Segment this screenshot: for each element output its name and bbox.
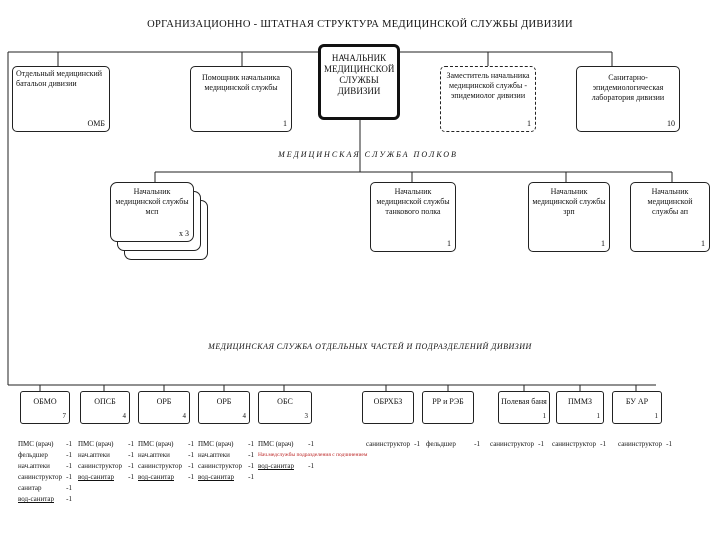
- unit-count: 1: [596, 412, 600, 420]
- unit-name: РР и РЭБ: [432, 397, 464, 406]
- regiment-box-label: Начальник медицинской службы танкового полка: [376, 187, 450, 216]
- staff-row: [18, 439, 72, 450]
- regiment-box-label: Начальник медицинской службы мсп: [115, 187, 189, 216]
- regiment-box-count: х 3: [179, 229, 189, 238]
- unit-box: [362, 391, 414, 424]
- unit-count: 4: [242, 412, 246, 420]
- staff-label: санинструктор: [138, 462, 182, 470]
- staff-value: -1: [474, 440, 480, 448]
- unit-count: 4: [182, 412, 186, 420]
- units-section-title: МЕДИЦИНСКАЯ СЛУЖБА ОТДЕЛЬНЫХ ЧАСТЕЙ И ПОДРАЗДЕЛЕНИЙ ДИВИЗИИ: [208, 342, 532, 351]
- staff-label: санитар: [18, 484, 42, 492]
- staff-value: -1: [128, 440, 134, 448]
- staff-row: [78, 472, 134, 483]
- staff-row: [198, 461, 254, 472]
- top-box-count: 1: [283, 119, 287, 128]
- staff-label: нач.аптеки: [138, 451, 170, 459]
- staff-label: санинструктор: [490, 440, 534, 448]
- regiment-box-label: Начальник медицинской службы зрп: [532, 187, 606, 216]
- staff-value: -1: [66, 462, 72, 470]
- unit-box: [612, 391, 662, 424]
- staff-row: [258, 439, 314, 450]
- staff-row: [490, 439, 544, 450]
- staff-value: -1: [248, 462, 254, 470]
- staff-row: [198, 439, 254, 450]
- staff-row: [366, 439, 420, 450]
- staff-label: фельдшер: [426, 440, 456, 448]
- staff-label: санинструктор: [18, 473, 62, 481]
- regiment-box-msp: [110, 182, 194, 242]
- staff-label: ПМС (врач): [258, 440, 294, 448]
- staff-value: -1: [66, 451, 72, 459]
- unit-name: ОРБ: [156, 397, 172, 406]
- top-box-deputy-epidemiologist: [440, 66, 536, 132]
- staff-list-obrhbz: [366, 439, 420, 450]
- staff-value: -1: [248, 451, 254, 459]
- staff-row: [426, 439, 480, 450]
- top-box-sanitary-lab: [576, 66, 680, 132]
- staff-row: [258, 450, 368, 461]
- unit-count: 3: [304, 412, 308, 420]
- staff-label: вод-санитар: [18, 495, 54, 503]
- top-box-assistant: [190, 66, 292, 132]
- staff-value: -1: [188, 473, 194, 481]
- staff-list-field-bath: [490, 439, 544, 450]
- staff-label: санинструктор: [366, 440, 410, 448]
- staff-label: санинструктор: [78, 462, 122, 470]
- regiment-box-ap: [630, 182, 710, 252]
- staff-list-orb: [138, 439, 194, 483]
- staff-row: [18, 472, 72, 483]
- staff-value: -1: [308, 440, 314, 448]
- staff-value: -1: [188, 462, 194, 470]
- staff-row: [18, 461, 72, 472]
- staff-list-obmo: [18, 439, 72, 505]
- staff-label: нач.аптеки: [78, 451, 110, 459]
- staff-row: [138, 461, 194, 472]
- unit-name: ОБМО: [33, 397, 57, 406]
- staff-value: -1: [66, 473, 72, 481]
- staff-row: [552, 439, 606, 450]
- unit-box: [198, 391, 250, 424]
- top-box-count: 10: [667, 119, 675, 128]
- staff-value: -1: [128, 473, 134, 481]
- staff-value: -1: [414, 440, 420, 448]
- staff-row: [18, 494, 72, 505]
- top-box-label: Отдельный медицинский батальон дивизии: [16, 69, 103, 88]
- regiments-section-title: МЕДИЦИНСКАЯ СЛУЖБА ПОЛКОВ: [278, 150, 458, 159]
- unit-name: Полевая баня: [501, 397, 547, 406]
- staff-value: -1: [188, 451, 194, 459]
- staff-label: нач.аптеки: [18, 462, 50, 470]
- staff-value: -1: [128, 451, 134, 459]
- unit-box: [80, 391, 130, 424]
- unit-name: ПММЗ: [567, 397, 592, 406]
- top-box-count: 1: [527, 119, 531, 128]
- staff-label: санинструктор: [552, 440, 596, 448]
- staff-value: -1: [66, 440, 72, 448]
- unit-name: ОРБ: [216, 397, 232, 406]
- staff-label: вод-санитар: [78, 473, 114, 481]
- staff-list-obs: [258, 439, 368, 472]
- top-box-label: Помощник начальника медицинской службы: [202, 73, 280, 92]
- staff-row: [78, 450, 134, 461]
- unit-name: БУ АР: [625, 397, 649, 406]
- staff-value: -1: [66, 495, 72, 503]
- staff-label: ПМС (врач): [198, 440, 234, 448]
- staff-label: вод-санитар: [138, 473, 174, 481]
- staff-row: [618, 439, 672, 450]
- staff-label: вод-санитар: [198, 473, 234, 481]
- staff-row: [78, 439, 134, 450]
- staff-label: ПМС (врач): [78, 440, 114, 448]
- diagram-title: ОРГАНИЗАЦИОННО - ШТАТНАЯ СТРУКТУРА МЕДИЦИНСКОЙ СЛУЖБЫ ДИВИЗИИ: [147, 19, 573, 30]
- unit-name: ОБС: [277, 397, 293, 406]
- staff-row: [198, 450, 254, 461]
- top-box-medical-battalion: [12, 66, 110, 132]
- staff-value: -1: [308, 462, 314, 470]
- regiment-box-count: 1: [447, 239, 451, 248]
- unit-count: 4: [122, 412, 126, 420]
- staff-value: -1: [666, 440, 672, 448]
- unit-name: ОПСБ: [94, 397, 116, 406]
- staff-row: [138, 472, 194, 483]
- regiment-box-count: 1: [701, 239, 705, 248]
- staff-row: [138, 439, 194, 450]
- staff-value: -1: [128, 462, 134, 470]
- staff-label: санинструктор: [198, 462, 242, 470]
- unit-box: [20, 391, 70, 424]
- unit-count: 1: [542, 412, 546, 420]
- staff-label: ПМС (врач): [138, 440, 174, 448]
- staff-row: [78, 461, 134, 472]
- unit-count: 1: [654, 412, 658, 420]
- staff-row: [138, 450, 194, 461]
- staff-label: санинструктор: [618, 440, 662, 448]
- staff-label: фельдшер: [18, 451, 48, 459]
- staff-value: -1: [248, 440, 254, 448]
- staff-value: -1: [538, 440, 544, 448]
- regiment-box-zrp: [528, 182, 610, 252]
- head-box: [318, 44, 400, 120]
- staff-row: [198, 472, 254, 483]
- staff-row: [18, 450, 72, 461]
- staff-list-rr-reb: [426, 439, 480, 450]
- staff-list-orb-2: [198, 439, 254, 483]
- staff-list-opsb: [78, 439, 134, 483]
- staff-label: Нач.медслужбы подразделения с подчинением: [258, 452, 368, 458]
- unit-box: [258, 391, 312, 424]
- staff-list-bu-ar: [618, 439, 672, 450]
- unit-count: 7: [62, 412, 66, 420]
- regiment-box-tank: [370, 182, 456, 252]
- top-box-label: Заместитель начальника медицинской службы - эпидемиолог дивизии: [446, 71, 530, 100]
- staff-row: [18, 483, 72, 494]
- staff-value: -1: [600, 440, 606, 448]
- regiment-box-count: 1: [601, 239, 605, 248]
- staff-label: ПМС (врач): [18, 440, 54, 448]
- top-box-count: ОМБ: [87, 119, 105, 128]
- staff-row: [258, 461, 314, 472]
- unit-box: [138, 391, 190, 424]
- staff-value: -1: [66, 484, 72, 492]
- staff-list-pmmz: [552, 439, 606, 450]
- staff-value: -1: [188, 440, 194, 448]
- staff-label: нач.аптеки: [198, 451, 230, 459]
- regiment-box-label: Начальник медицинской службы ап: [647, 187, 693, 216]
- unit-box: [556, 391, 604, 424]
- unit-name: ОБРХБЗ: [373, 397, 403, 406]
- unit-box: [498, 391, 550, 424]
- staff-value: -1: [248, 473, 254, 481]
- top-box-label: Санитарно-эпидемиологическая лаборатория дивизии: [591, 73, 665, 102]
- unit-box: [422, 391, 474, 424]
- staff-label: вод-санитар: [258, 462, 294, 470]
- head-label: НАЧАЛЬНИК МЕДИЦИНСКОЙ СЛУЖБЫ ДИВИЗИИ: [324, 53, 395, 96]
